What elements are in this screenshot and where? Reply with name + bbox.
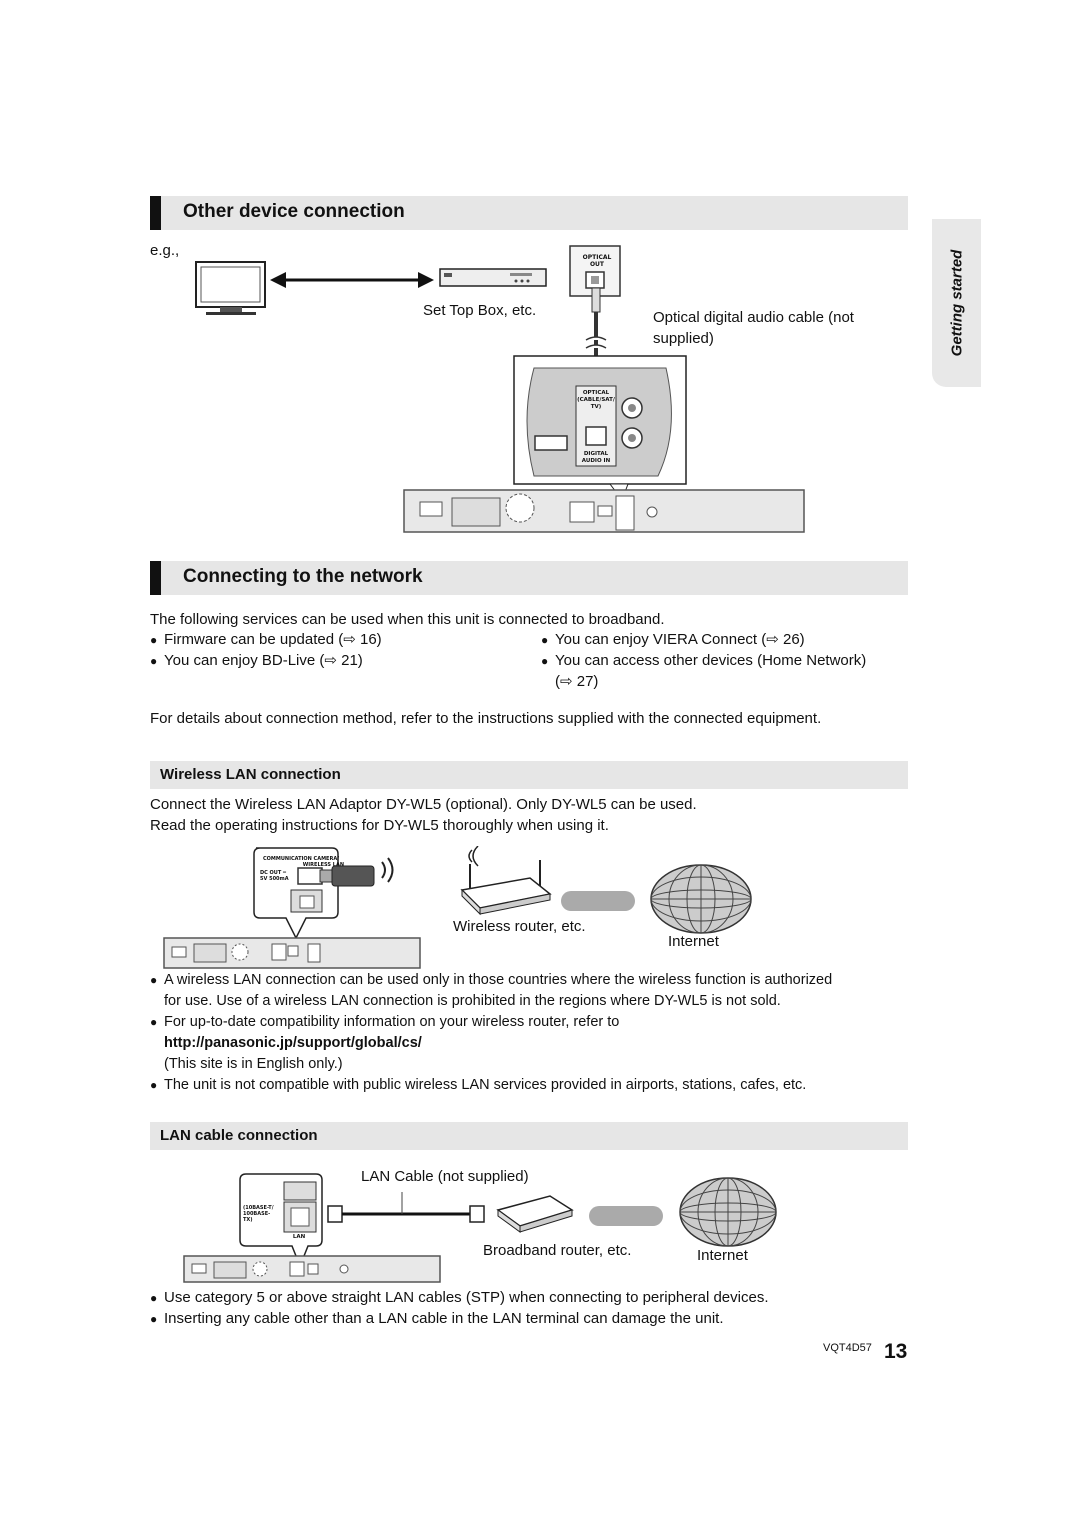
dc-out-label: DC OUT ═ 5V 500mA [260,870,289,882]
bullet-icon: ● [541,633,549,647]
tv-icon [196,262,265,315]
lan-note-1: Use category 5 or above straight LAN cables (STP) when connecting to peripheral devices. [164,1289,769,1306]
wireless-router-icon [462,846,550,914]
optical-in-label: OPTICAL (CABLE/SAT/ TV) [577,390,615,410]
header-bar [150,196,161,230]
connection-details: For details about connection method, refer to the instructions supplied with the connected equipment. [150,710,822,727]
bullet-icon: ● [150,1312,158,1326]
optical-connection-diagram [190,240,820,540]
wireless-line-1: Connect the Wireless LAN Adaptor DY-WL5 (optional). Only DY-WL5 can be used. [150,796,697,813]
broadband-router-caption: Broadband router, etc. [483,1242,632,1259]
model-code: VQT4D57 [823,1342,872,1354]
connection-pill [589,1206,663,1226]
bullet-icon: ● [150,973,158,987]
side-tab [932,219,981,387]
wireless-note-3: The unit is not compatible with public wireless LAN services provided in airports, stations, cafes, etc. [164,1077,807,1093]
optical-cable-caption-1: Optical digital audio cable (not [653,309,854,326]
lan-port-speed-label: (10BASE-T/ 100BASE-TX) [243,1205,274,1223]
bullet-home-network: You can access other devices (Home Network) [555,652,867,669]
set-top-box-icon [440,269,546,286]
double-arrow-icon [270,272,434,288]
bullet-viera: You can enjoy VIERA Connect (⇨ 26) [555,631,805,648]
wireless-note-english: (This site is in English only.) [164,1056,343,1072]
bullet-icon: ● [150,1015,158,1029]
bullet-icon: ● [150,1078,158,1092]
section-title-other-device: Other device connection [183,201,405,222]
side-tab-label: Getting started [948,249,965,357]
lan-cable [328,1192,484,1222]
rear-panel-zoom [514,356,686,500]
internet-caption-lan: Internet [697,1247,748,1264]
subsection-title-lan: LAN cable connection [160,1127,318,1144]
header-bar [150,561,161,595]
subsection-title-wireless: Wireless LAN connection [160,766,341,783]
globe-icon [680,1178,776,1246]
optical-out-label: OPTICAL OUT [582,254,612,268]
bullet-icon: ● [541,654,549,668]
bullet-icon: ● [150,1291,158,1305]
comm-port-label: COMMUNICATION CAMERA/ WIRELESS LAN [262,856,344,868]
subsection-header-lan [150,1122,908,1150]
section-header-network [150,561,908,595]
lan-cable-caption: LAN Cable (not supplied) [361,1168,529,1185]
wireless-diagram [160,846,760,976]
support-url-link[interactable]: http://panasonic.jp/support/global/cs/ [164,1035,422,1051]
wireless-note-1b: for use. Use of a wireless LAN connection is prohibited in the regions where DY-WL5 is not sold. [164,993,781,1009]
network-intro: The following services can be used when this unit is connected to broadband. [150,611,665,628]
wifi-signal-icon [382,858,393,882]
section-header-other-device [150,196,908,230]
eg-label: e.g., [150,242,180,259]
broadband-router-icon [498,1196,572,1232]
bullet-firmware: Firmware can be updated (⇨ 16) [164,631,382,648]
wireless-line-2: Read the operating instructions for DY-WL5 thoroughly when using it. [150,817,609,834]
digital-audio-in-label: DIGITAL AUDIO IN [581,451,611,464]
unit-rear-lan [184,1256,440,1282]
blu-ray-unit-rear [404,490,804,532]
optical-cable-caption-2: supplied) [653,330,714,347]
lan-port-label: LAN [292,1234,306,1240]
internet-caption-wireless: Internet [668,933,719,950]
page-number: 13 [884,1340,908,1363]
bullet-bd-live: You can enjoy BD-Live (⇨ 21) [164,652,363,669]
bullet-icon: ● [150,654,158,668]
globe-icon [651,865,751,933]
lan-diagram [180,1170,780,1286]
bullet-icon: ● [150,633,158,647]
lan-note-2: Inserting any cable other than a LAN cable in the LAN terminal can damage the unit. [164,1310,724,1327]
unit-rear-wireless [164,938,420,968]
set-top-box-caption: Set Top Box, etc. [423,302,537,319]
bullet-home-network-ref: (⇨ 27) [555,673,599,690]
connection-pill [561,891,635,911]
wireless-note-1a: A wireless LAN connection can be used only in those countries where the wireless function is authorized [164,972,833,988]
wireless-note-2: For up-to-date compatibility information on your wireless router, refer to [164,1014,620,1030]
section-title-network: Connecting to the network [183,566,423,587]
wireless-router-caption: Wireless router, etc. [453,918,586,935]
subsection-header-wireless [150,761,908,789]
